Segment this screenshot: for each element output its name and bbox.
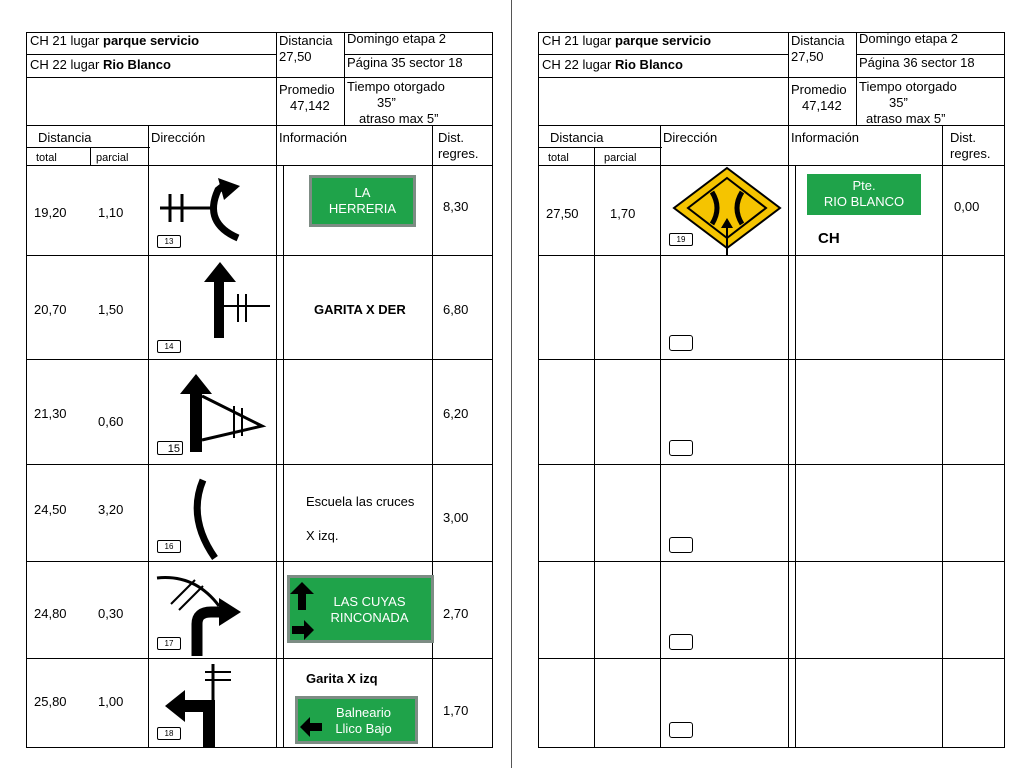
reference-number-empty bbox=[669, 335, 693, 351]
total-value: 20,70 bbox=[34, 302, 67, 317]
tiempo-label: Tiempo otorgado bbox=[859, 79, 957, 94]
distancia-value: 27,50 bbox=[279, 49, 312, 64]
distancia-label: Distancia bbox=[791, 33, 845, 48]
direction-sign: LA HERRERIA bbox=[309, 175, 416, 227]
page-sector: Página 35 sector 18 bbox=[347, 55, 463, 70]
info-text: CH bbox=[818, 230, 840, 247]
straight-junction-right-icon bbox=[178, 374, 268, 454]
total-value: 21,30 bbox=[34, 406, 67, 421]
col-distancia: Distancia bbox=[550, 130, 604, 145]
reference-number-empty bbox=[669, 537, 693, 553]
info-text-2: X izq. bbox=[306, 528, 339, 543]
dist-regres-value: 3,00 bbox=[443, 510, 469, 525]
curve-left-icon bbox=[185, 478, 225, 560]
parcial-value: 1,50 bbox=[98, 302, 124, 317]
straight-cross-right-icon bbox=[200, 262, 275, 340]
col-parcial: parcial bbox=[96, 152, 129, 164]
promedio-value: 47,142 bbox=[802, 98, 842, 113]
parcial-value: 0,30 bbox=[98, 606, 124, 621]
tiempo-label: Tiempo otorgado bbox=[347, 79, 445, 94]
col-dist-regres: Dist. regres. bbox=[950, 130, 991, 161]
direction-sign: Balneario Llico Bajo bbox=[295, 696, 418, 744]
reference-number: 14 bbox=[157, 340, 181, 353]
promedio-label: Promedio bbox=[791, 82, 847, 97]
parcial-value: 3,20 bbox=[98, 502, 124, 517]
reference-number: 13 bbox=[157, 235, 181, 248]
roadbook-page-right bbox=[512, 0, 1024, 768]
col-direccion: Dirección bbox=[663, 130, 718, 145]
col-distancia: Distancia bbox=[38, 130, 92, 145]
direction-sign: LAS CUYAS RINCONADA bbox=[287, 575, 434, 643]
promedio-value: 47,142 bbox=[290, 98, 330, 113]
tiempo-value: 35” bbox=[377, 95, 396, 110]
total-value: 25,80 bbox=[34, 694, 67, 709]
arrow-left-icon bbox=[300, 717, 324, 737]
parcial-value: 1,70 bbox=[610, 206, 636, 221]
day-stage: Domingo etapa 2 bbox=[347, 31, 447, 46]
crossroad-right-icon bbox=[158, 178, 248, 243]
atraso-max: atraso max 5” bbox=[866, 111, 946, 126]
total-value: 19,20 bbox=[34, 205, 67, 220]
reference-number: 16 bbox=[157, 540, 181, 553]
total-value: 24,50 bbox=[34, 502, 67, 517]
reference-number-empty bbox=[669, 722, 693, 738]
col-total: total bbox=[36, 152, 57, 164]
atraso-max: atraso max 5” bbox=[359, 111, 439, 126]
parcial-value: 0,60 bbox=[98, 414, 124, 429]
reference-number: 19 bbox=[669, 233, 693, 246]
ch21-label: CH 21 lugar parque servicio bbox=[30, 33, 200, 48]
reference-number: 15 bbox=[157, 441, 183, 455]
total-value: 27,50 bbox=[546, 206, 579, 221]
ch21-label: CH 21 lugar parque servicio bbox=[542, 33, 712, 48]
dist-regres-value: 1,70 bbox=[443, 703, 469, 718]
col-parcial: parcial bbox=[604, 152, 637, 164]
info-text: Garita X izq bbox=[306, 671, 378, 686]
col-total: total bbox=[548, 152, 569, 164]
col-dist-regres: Dist. regres. bbox=[438, 130, 479, 161]
distancia-label: Distancia bbox=[279, 33, 333, 48]
dist-regres-value: 6,80 bbox=[443, 302, 469, 317]
info-text: GARITA X DER bbox=[314, 302, 406, 317]
col-direccion: Dirección bbox=[151, 130, 206, 145]
distancia-value: 27,50 bbox=[791, 49, 824, 64]
total-value: 24,80 bbox=[34, 606, 67, 621]
parcial-value: 1,00 bbox=[98, 694, 124, 709]
day-stage: Domingo etapa 2 bbox=[859, 31, 959, 46]
reference-number: 17 bbox=[157, 637, 181, 650]
col-informacion: Información bbox=[791, 130, 859, 145]
ch22-label: CH 22 lugar Rio Blanco bbox=[30, 57, 171, 72]
dist-regres-value: 2,70 bbox=[443, 606, 469, 621]
ch22-label: CH 22 lugar Rio Blanco bbox=[542, 57, 683, 72]
dist-regres-value: 8,30 bbox=[443, 199, 469, 214]
dist-regres-value: 0,00 bbox=[954, 199, 980, 214]
info-text: Escuela las cruces bbox=[306, 494, 415, 509]
direction-sign: Pte. RIO BLANCO bbox=[807, 174, 921, 215]
reference-number-empty bbox=[669, 440, 693, 456]
dist-regres-value: 6,20 bbox=[443, 406, 469, 421]
parcial-value: 1,10 bbox=[98, 205, 124, 220]
reference-number: 18 bbox=[157, 727, 181, 740]
col-informacion: Información bbox=[279, 130, 347, 145]
page-sector: Página 36 sector 18 bbox=[859, 55, 975, 70]
promedio-label: Promedio bbox=[279, 82, 335, 97]
arrow-up-icon bbox=[292, 582, 322, 642]
reference-number-empty bbox=[669, 634, 693, 650]
tiempo-value: 35” bbox=[889, 95, 908, 110]
